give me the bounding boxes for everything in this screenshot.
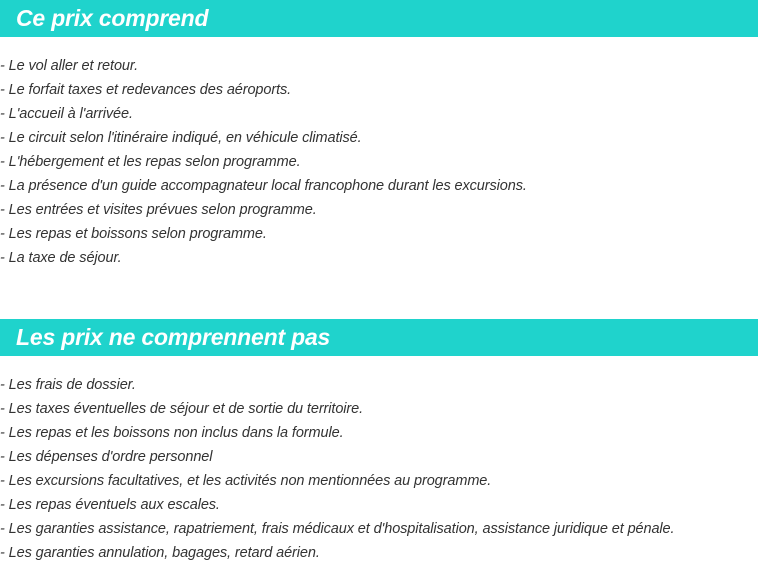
excludes-title: Les prix ne comprennent pas: [0, 319, 758, 356]
list-item: - Les garanties annulation, bagages, retard aérien.: [0, 545, 320, 561]
list-item: - La taxe de séjour.: [0, 250, 122, 266]
list-item: - Les dépenses d'ordre personnel: [0, 449, 213, 465]
list-item: - Les repas et les boissons non inclus dans la formule.: [0, 425, 344, 441]
list-item: - Les excursions facultatives, et les activités non mentionnées au programme.: [0, 473, 492, 489]
includes-title: Ce prix comprend: [0, 0, 758, 37]
list-item: - Le forfait taxes et redevances des aéroports.: [0, 82, 292, 98]
list-item: - L'hébergement et les repas selon programme.: [0, 154, 301, 170]
list-item: - Les garanties assistance, rapatriement, frais médicaux et d'hospitalisation, assistance juridique et pénale.: [0, 521, 675, 537]
includes-list: [0, 37, 758, 270]
excludes-list: [0, 356, 758, 565]
list-item: - La présence d'un guide accompagnateur local francophone durant les excursions.: [0, 178, 527, 194]
list-item: - Le circuit selon l'itinéraire indiqué, en véhicule climatisé.: [0, 130, 362, 146]
list-item: - L'accueil à l'arrivée.: [0, 106, 133, 122]
list-item: - Les repas et boissons selon programme.: [0, 226, 267, 242]
excludes-section: [0, 319, 758, 565]
list-item: - Les repas éventuels aux escales.: [0, 497, 220, 513]
includes-section: [0, 0, 758, 270]
list-item: - Les taxes éventuelles de séjour et de sortie du territoire.: [0, 401, 364, 417]
list-item: - Les entrées et visites prévues selon programme.: [0, 202, 317, 218]
list-item: - Les frais de dossier.: [0, 377, 136, 393]
list-item: - Le vol aller et retour.: [0, 58, 138, 74]
